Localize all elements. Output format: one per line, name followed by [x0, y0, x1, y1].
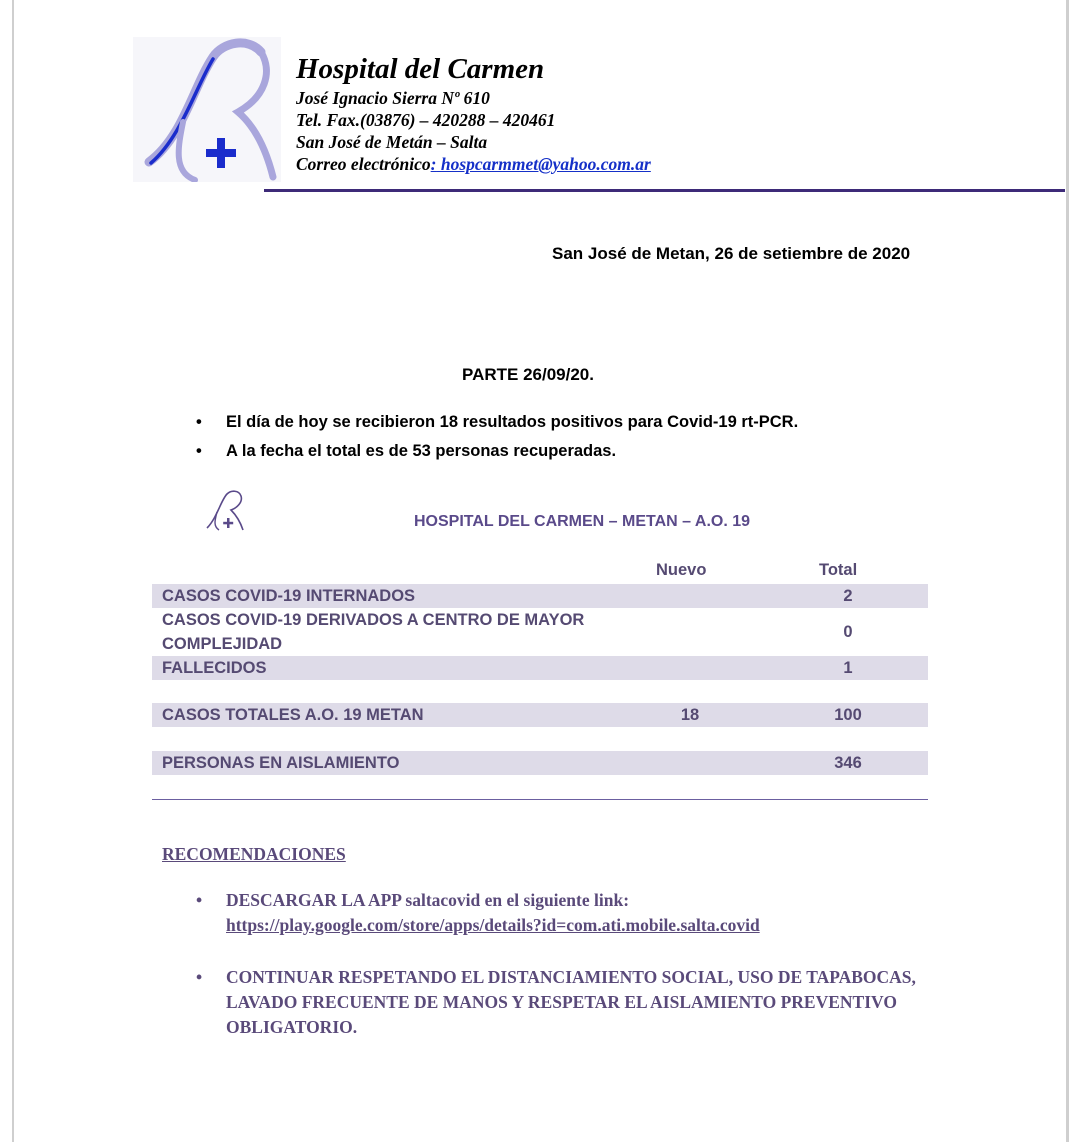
row-total: 0 [843, 623, 853, 641]
bullet-icon: • [196, 442, 202, 460]
recommendations-title: RECOMENDACIONES [162, 844, 346, 864]
hospital-phone: Tel. Fax.(03876) – 420288 – 420461 [296, 110, 556, 130]
bullet-icon: • [196, 413, 202, 431]
report-title: PARTE 26/09/20. [462, 365, 594, 384]
row-label: CASOS COVID-19 INTERNADOS [162, 587, 416, 605]
table-row [152, 584, 928, 608]
row-total: 346 [834, 754, 862, 772]
column-header-total: Total [819, 561, 858, 579]
row-total: 2 [843, 587, 853, 605]
summary-bullets [196, 412, 956, 470]
bullet-text: A la fecha el total es de 53 personas recuperadas. [226, 442, 617, 460]
hospital-logo [133, 37, 281, 182]
bullet-icon: • [196, 890, 203, 910]
email-link[interactable]: hospcarmmet@yahoo.com.ar [436, 154, 651, 174]
table-row [152, 751, 928, 775]
small-logo-icon [203, 488, 247, 532]
row-nuevo: 18 [680, 706, 700, 724]
row-label: FALLECIDOS [162, 659, 267, 677]
page-edge-left [12, 0, 14, 1142]
table-row [152, 703, 928, 727]
recommendation-text [226, 888, 916, 938]
column-header-nuevo: Nuevo [656, 561, 707, 579]
bullet-text: El día de hoy se recibieron 18 resultados positivos para Covid-19 rt-PCR. [226, 413, 799, 431]
small-logo [203, 488, 247, 532]
row-label: PERSONAS EN AISLAMIENTO [162, 754, 400, 772]
row-label: CASOS TOTALES A.O. 19 METAN [162, 706, 424, 724]
recommendation-label: DESCARGAR LA APP saltacovid en el siguiente link: [226, 890, 630, 910]
hospital-name: Hospital del Carmen [296, 53, 545, 85]
table-title: HOSPITAL DEL CARMEN – METAN – A.O. 19 [414, 513, 751, 530]
app-download-link[interactable]: https://play.google.com/store/apps/details?id=com.ati.mobile.salta.covid [226, 915, 760, 935]
recommendation-text: CONTINUAR RESPETANDO EL DISTANCIAMIENTO SOCIAL, USO DE TAPABOCAS, LAVADO FRECUENTE DE MANOS Y RESPETAR EL AISLAMIENTO PREVENTIVO OBLIGATORIO. [226, 967, 916, 1037]
row-label: CASOS COVID-19 DERIVADOS A CENTRO DE MAYOR COMPLEJIDAD [162, 611, 585, 653]
email-label: Correo electrónico [296, 154, 431, 174]
bullet-icon: • [196, 967, 203, 987]
hospital-city: San José de Metán – Salta [296, 132, 488, 152]
header-divider [264, 189, 1065, 192]
list-item [196, 441, 956, 462]
email-colon: : [430, 154, 437, 174]
hospital-email-line [296, 154, 651, 175]
row-total: 1 [843, 659, 853, 677]
table-row [152, 608, 928, 656]
row-total: 100 [834, 706, 862, 724]
date-line: San José de Metan, 26 de setiembre de 2020 [552, 244, 911, 263]
list-item [196, 412, 956, 433]
page-edge-right [1066, 0, 1069, 1142]
table-divider [152, 799, 928, 800]
hospital-address: José Ignacio Sierra Nº 610 [296, 88, 490, 108]
hospital-logo-icon [133, 37, 281, 182]
table-row [152, 656, 928, 680]
